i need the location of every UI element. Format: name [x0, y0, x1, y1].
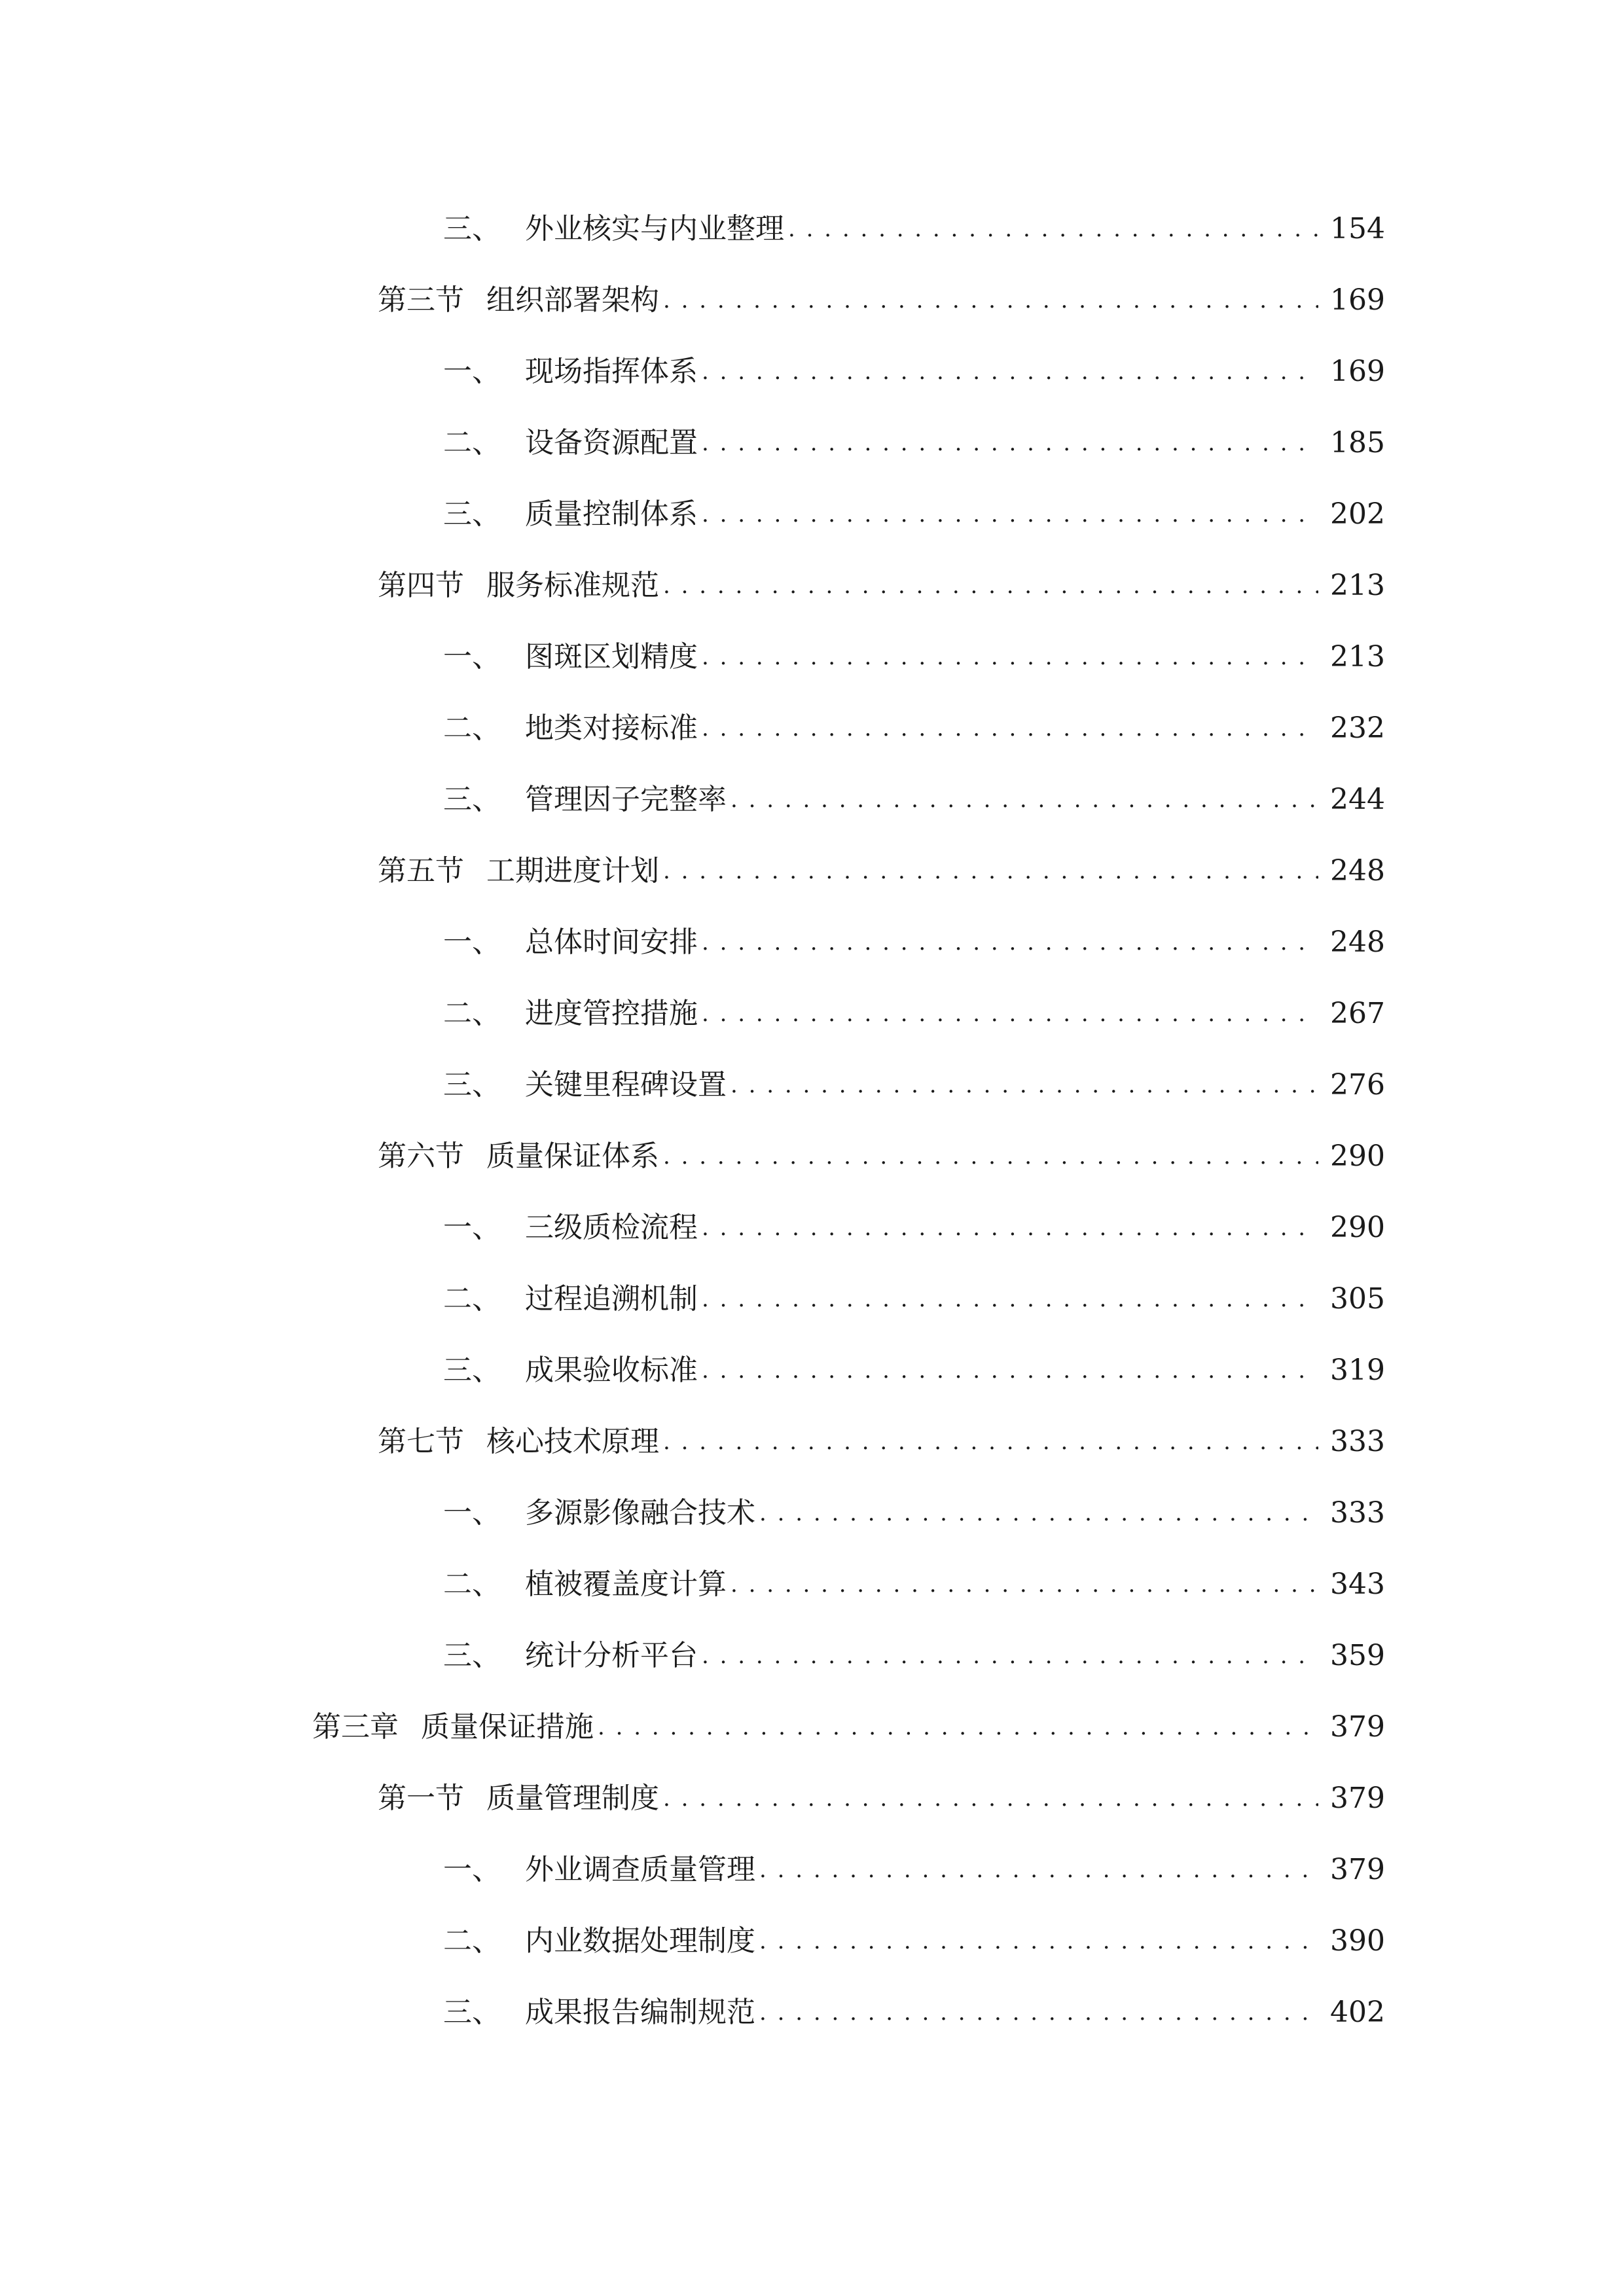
- toc-entry-page: 213: [1330, 569, 1385, 602]
- toc-entry-number: 第六节: [378, 1139, 464, 1173]
- toc-entry-title: 总体时间安排: [525, 925, 698, 959]
- toc-entry-title: 服务标准规范: [486, 569, 659, 602]
- toc-entry-number: 三、: [443, 497, 501, 531]
- toc-entry[interactable]: [0, 770, 1624, 829]
- toc-entry-page: 379: [1330, 1853, 1385, 1886]
- dot-leader: [759, 1983, 1318, 2042]
- dot-leader: [702, 1626, 1318, 1685]
- dot-leader: [702, 342, 1318, 401]
- toc-entry-number: 一、: [443, 640, 501, 673]
- toc-entry[interactable]: [0, 342, 1624, 401]
- toc-entry-page: 379: [1330, 1710, 1385, 1744]
- toc-entry[interactable]: [0, 628, 1624, 687]
- toc-entry-number: 三、: [443, 1639, 501, 1672]
- toc-entry-page: 333: [1330, 1496, 1385, 1530]
- toc-entry-number: 一、: [443, 1853, 501, 1886]
- toc-entry-page: 305: [1330, 1282, 1385, 1316]
- toc-entry[interactable]: [0, 1769, 1624, 1828]
- toc-entry-title: 核心技术原理: [486, 1425, 659, 1458]
- dot-leader: [731, 1555, 1318, 1614]
- toc-entry-title: 质量保证体系: [486, 1139, 659, 1173]
- dot-leader: [702, 913, 1318, 972]
- toc-entry-number: 二、: [443, 1568, 501, 1601]
- toc-entry-page: 244: [1330, 783, 1385, 816]
- dot-leader: [702, 628, 1318, 687]
- toc-entry-number: 三、: [443, 1068, 501, 1102]
- dot-leader: [788, 200, 1318, 259]
- toc-entry-page: 185: [1330, 426, 1385, 459]
- toc-entry-number: 第五节: [378, 854, 464, 888]
- dot-leader: [731, 770, 1318, 829]
- toc-entry-number: 第七节: [378, 1425, 464, 1458]
- toc-entry[interactable]: [0, 699, 1624, 758]
- toc-entry-title: 管理因子完整率: [525, 783, 727, 816]
- toc-entry-title: 成果报告编制规范: [525, 1996, 755, 2029]
- toc-entry-number: 二、: [443, 997, 501, 1030]
- toc-entry-page: 343: [1330, 1568, 1385, 1601]
- toc-entry[interactable]: [0, 1412, 1624, 1471]
- toc-entry[interactable]: [0, 1484, 1624, 1543]
- toc-entry[interactable]: [0, 200, 1624, 259]
- toc-entry-title: 地类对接标准: [525, 711, 698, 745]
- toc-entry-page: 402: [1330, 1996, 1385, 2029]
- toc-entry-title: 多源影像融合技术: [525, 1496, 755, 1530]
- dot-leader: [663, 1769, 1318, 1828]
- toc-entry-number: 二、: [443, 1924, 501, 1958]
- toc-entry-title: 成果验收标准: [525, 1354, 698, 1387]
- toc-entry[interactable]: [0, 1127, 1624, 1186]
- dot-leader: [702, 984, 1318, 1043]
- toc-entry[interactable]: [0, 1912, 1624, 1971]
- toc-entry-number: 二、: [443, 426, 501, 459]
- dot-leader: [759, 1840, 1318, 1899]
- toc-entry[interactable]: [0, 1555, 1624, 1614]
- dot-leader: [731, 1056, 1318, 1115]
- dot-leader: [702, 1341, 1318, 1400]
- toc-entry[interactable]: [0, 1840, 1624, 1899]
- toc-entry-number: 第三节: [378, 283, 464, 317]
- toc-entry-title: 现场指挥体系: [525, 355, 698, 388]
- toc-entry-title: 统计分析平台: [525, 1639, 698, 1672]
- toc-entry-page: 290: [1330, 1139, 1385, 1173]
- toc-entry[interactable]: [0, 485, 1624, 544]
- toc-entry-title: 图斑区划精度: [525, 640, 698, 673]
- dot-leader: [702, 1270, 1318, 1329]
- toc-entry-page: 267: [1330, 997, 1385, 1030]
- toc-entry-title: 外业调查质量管理: [525, 1853, 755, 1886]
- toc-entry-title: 三级质检流程: [525, 1211, 698, 1244]
- toc-entry-page: 213: [1330, 640, 1385, 673]
- toc-entry[interactable]: [0, 414, 1624, 473]
- toc-entry-page: 248: [1330, 854, 1385, 888]
- toc-entry-page: 290: [1330, 1211, 1385, 1244]
- toc-entry[interactable]: [0, 1270, 1624, 1329]
- toc-entry-title: 外业核实与内业整理: [525, 212, 784, 245]
- dot-leader: [702, 1198, 1318, 1257]
- toc-entry[interactable]: [0, 1198, 1624, 1257]
- toc-entry[interactable]: [0, 1056, 1624, 1115]
- toc-entry-number: 三、: [443, 1996, 501, 2029]
- toc-entry-title: 过程追溯机制: [525, 1282, 698, 1316]
- toc-entry-title: 关键里程碑设置: [525, 1068, 727, 1102]
- toc-entry-page: 319: [1330, 1354, 1385, 1387]
- toc-entry-page: 232: [1330, 711, 1385, 745]
- toc-entry-number: 一、: [443, 1496, 501, 1530]
- toc-entry-page: 248: [1330, 925, 1385, 959]
- toc-entry[interactable]: [0, 842, 1624, 901]
- toc-entry-number: 三、: [443, 783, 501, 816]
- toc-entry[interactable]: [0, 1341, 1624, 1400]
- dot-leader: [759, 1912, 1318, 1971]
- toc-entry-title: 植被覆盖度计算: [525, 1568, 727, 1601]
- toc-entry-title: 工期进度计划: [486, 854, 659, 888]
- toc-entry[interactable]: [0, 1698, 1624, 1757]
- dot-leader: [702, 414, 1318, 473]
- toc-entry-page: 154: [1330, 212, 1385, 245]
- toc-entry-page: 379: [1330, 1782, 1385, 1815]
- dot-leader: [663, 842, 1318, 901]
- toc-entry-title: 进度管控措施: [525, 997, 698, 1030]
- toc-entry[interactable]: [0, 1626, 1624, 1685]
- toc-entry-title: 质量保证措施: [421, 1710, 594, 1744]
- toc-entry-number: 第三章: [312, 1710, 399, 1744]
- dot-leader: [663, 271, 1318, 330]
- toc-entry-number: 第四节: [378, 569, 464, 602]
- toc-entry-number: 二、: [443, 1282, 501, 1316]
- toc-entry-number: 一、: [443, 355, 501, 388]
- toc-entry-page: 359: [1330, 1639, 1385, 1672]
- dot-leader: [663, 1127, 1318, 1186]
- dot-leader: [663, 1412, 1318, 1471]
- toc-entry[interactable]: [0, 984, 1624, 1043]
- toc-entry[interactable]: [0, 1983, 1624, 2042]
- toc-entry-page: 333: [1330, 1425, 1385, 1458]
- toc-entry-number: 三、: [443, 212, 501, 245]
- toc-entry-page: 202: [1330, 497, 1385, 531]
- toc-entry-number: 三、: [443, 1354, 501, 1387]
- toc-entry-page: 390: [1330, 1924, 1385, 1958]
- toc-entry-page: 169: [1330, 355, 1385, 388]
- toc-entry-number: 一、: [443, 925, 501, 959]
- toc-entry-number: 一、: [443, 1211, 501, 1244]
- toc-entry[interactable]: [0, 556, 1624, 615]
- dot-leader: [702, 699, 1318, 758]
- dot-leader: [598, 1698, 1318, 1757]
- toc-entry-number: 二、: [443, 711, 501, 745]
- toc-entry-page: 276: [1330, 1068, 1385, 1102]
- toc-entry[interactable]: [0, 271, 1624, 330]
- toc-entry-number: 第一节: [378, 1782, 464, 1815]
- toc-entry-title: 质量控制体系: [525, 497, 698, 531]
- dot-leader: [702, 485, 1318, 544]
- toc-entry-page: 169: [1330, 283, 1385, 317]
- dot-leader: [759, 1484, 1318, 1543]
- toc-entry-title: 设备资源配置: [525, 426, 698, 459]
- toc-entry-title: 质量管理制度: [486, 1782, 659, 1815]
- toc-entry-title: 内业数据处理制度: [525, 1924, 755, 1958]
- toc-entry-title: 组织部署架构: [486, 283, 659, 317]
- toc-entry[interactable]: [0, 913, 1624, 972]
- dot-leader: [663, 556, 1318, 615]
